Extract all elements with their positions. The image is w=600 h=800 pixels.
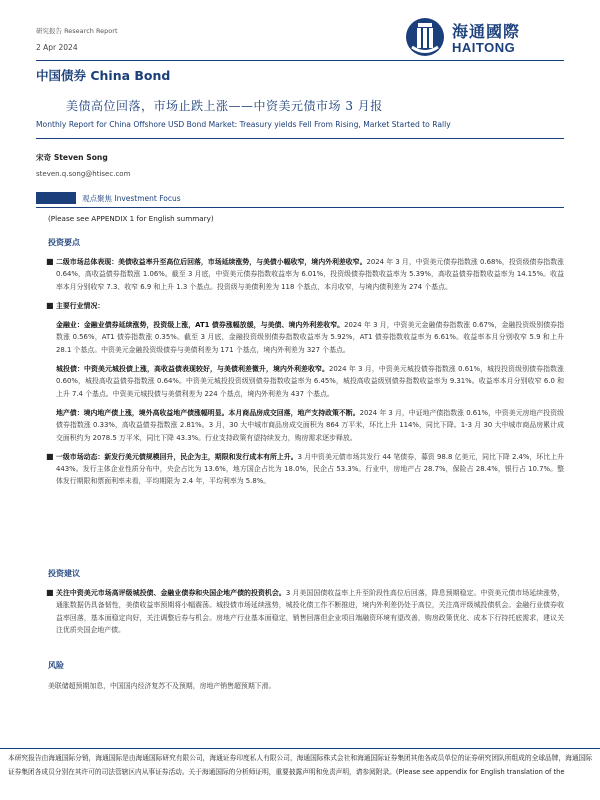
risk-heading: 风险 (48, 661, 64, 670)
report-title-cn: 美债高位回落，市场止跌上涨——中资美元债市场 3 月报 (66, 99, 383, 113)
item-heading: 关注中资美元市场高评级城投债、金融业债券和央国企地产债的投资机会。 (56, 589, 286, 597)
haitong-logo (404, 16, 564, 60)
item-heading: 金融业：金融业债券延续涨势，投资级上涨，AT1 债券涨幅放缓，与美债、境内外利差收窄。 (56, 321, 345, 330)
report-title-en: Monthly Report for China Offshore USD Bond Market: Treasury yields Fell From Rising, Market Started to Rally (36, 120, 451, 129)
report-type-label: 研究报告 Research Report (36, 27, 118, 35)
list-item (46, 363, 564, 400)
item-text: 3 月美国国债收益率上升至阶段性高位后回落，降息预期稳定。中资美元债市场延续涨势，通胀数据仍具备韧性，美债收益率预期将小幅震荡。城投债市场延续涨势，城投化债工作不断推进，境内外利差仍处于高位，关注高评级城投债机会。金融行业债券收益率回落，基本面稳定向好，关注调整后券与机会。房地产行业基本面稳定，销售回落但企业项目端融资环境有望改善，购房政策优化、成本下行持托底需求，建议关注优质央国企地产债。 (56, 589, 565, 634)
focus-bar (36, 192, 76, 204)
author-email[interactable]: steven.q.song@htisec.com (36, 170, 131, 178)
item-heading: 城投债：中资美元城投债上涨，高收益债表现较好，与美债利差微升，境内外利差收窄。 (56, 365, 329, 374)
bullet-dot: ■ (46, 300, 54, 310)
bullet-dot: ■ (46, 257, 54, 266)
haitong-logo-icon (404, 16, 446, 58)
suggestions-heading: 投资建议 (48, 569, 80, 578)
author-name: 宋奇 Steven Song (36, 153, 108, 162)
highlights-heading: 投资要点 (48, 238, 80, 247)
list-item (46, 451, 564, 488)
item-heading: 地产债：境内地产债上涨，境外高收益地产债涨幅明显。本月商品房成交回落，地产支持政策不断。 (56, 408, 360, 417)
focus-divider (36, 207, 564, 208)
item-text: 2024 年 3 月，中资美元金融债券指数涨 0.67%，金融投资级别债券指数涨 0.56%，AT1 债券指数涨 0.35%。截至 3 月底，金融投资级别债券指数收益率为 5.92%，AT1 债券指数收益率为 6.61%。收益率本月分别收窄 5.9 和上升 28.1 个基点。中资美元金融投资级债券与美债利差为 171 个基点，境内外利差为 327 个基点。 (56, 321, 565, 354)
list-item (46, 256, 564, 293)
report-date: 2 Apr 2024 (36, 43, 78, 52)
item-heading: 二级市场总体表现：美债收益率升至高位后回落，市场延续涨势，与美债小幅收窄，境内外利差收窄。 (56, 258, 367, 266)
highlights-list (46, 256, 564, 488)
item-text: 2024 年 3 月，中资美元债券指数涨 0.68%，投资级债券指数涨 0.64%，高收益债券指数涨 1.06%。截至 3 月底，中资美元债券指数收益率为 6.01%，投资级债券指数收益率为 5.39%，高收益债券指数收益率为 14.15%。收益率本月分别收窄 7.3、收窄 6.9 和上升 1.3 个基点。投资级与美债利差为 118 个基点，本月收窄，与境内债利差为 274 个基点。 (56, 258, 565, 291)
item-heading: 一级市场动态：新发行美元债规模回升，民企为主，期限和发行成本有所上升。 (56, 452, 298, 461)
list-item (46, 300, 564, 312)
section-name: 中国债券 China Bond (36, 68, 171, 83)
focus-label: 观点聚焦 Investment Focus (82, 194, 181, 203)
list-item (46, 587, 564, 636)
list-item (46, 319, 564, 356)
appendix-note: (Please see APPENDIX 1 for English summary) (48, 214, 214, 223)
bullet-dot: ■ (46, 588, 54, 597)
bullet-dot: ■ (46, 451, 54, 461)
item-text: 2024 年 3 月，中资美元城投债券指数涨 0.61%，城投投资级别债券指数涨 0.60%，城投高收益债券指数涨 0.64%。中资美元城投投资级别债券指数收益率为 6.45%，城投高收益级别债券指数收益率为 9.31%。收益率本月分别收窄 6.0 和上升 7.4 个基点。中资美元城投债与美债利差为 224 个基点，境内外利差为 437 个基点。 (56, 365, 564, 398)
risk-text: 美联储超预期加息，中国国内经济复苏不及预期，房地产销售超预期下滑。 (48, 682, 276, 690)
logo-cn-text: 海通國際 (452, 22, 521, 41)
header-divider (36, 60, 564, 61)
item-heading: 主要行业情况： (56, 301, 105, 310)
list-item (46, 407, 564, 444)
logo-en-text: HAITONG (452, 40, 516, 55)
suggestions-list (46, 587, 564, 636)
footer-disclaimer: 本研究报告由海通国际分销，海通国际是由海通国际研究有限公司，海通证券印度私人有限公司，海通国际株式会社和海通国际证券集团其他各成员单位的证券研究团队所组成的全球品牌，海通国际证券集团各成员分别在其许可的司法管辖区内从事证券活动。关于海通国际的分析师证明，重要披露声明和免责声明，请参阅附录。(Please see appendix for English translation of the (8, 754, 592, 776)
title-divider (36, 138, 564, 139)
item-text: 3 月中资美元债市场共发行 44 笔债券，募资 98.8 亿美元，同比下降 2.4%，环比上升 443%。发行主体企业性质分布中，央企占比为 13.6%，地方国企占比为 18.0%，民企占 53.3%。行业中，房地产占 28.7%，保险占 28.4%，银行占 10.7%。整体发行期限和票面利率未看，平均期限为 2.4 年，平均利率为 5.8%。 (56, 452, 565, 486)
item-text: 2024 年 3 月，中证地产债指数涨 0.61%，中资美元房地产投资级债券指数涨 0.33%，高收益债券指数涨 2.81%。3 月，30 大中城市商品房成交面积为 864 万平米，环比上升 114%，同比下降。1-3 月 30 大中城市商品房累计成交面积约为 2078.5 万平米，同比下降 43.3%。行业支持政策有望持续发力，购房需求逐步释放。 (56, 408, 564, 442)
footer-divider (0, 748, 600, 749)
